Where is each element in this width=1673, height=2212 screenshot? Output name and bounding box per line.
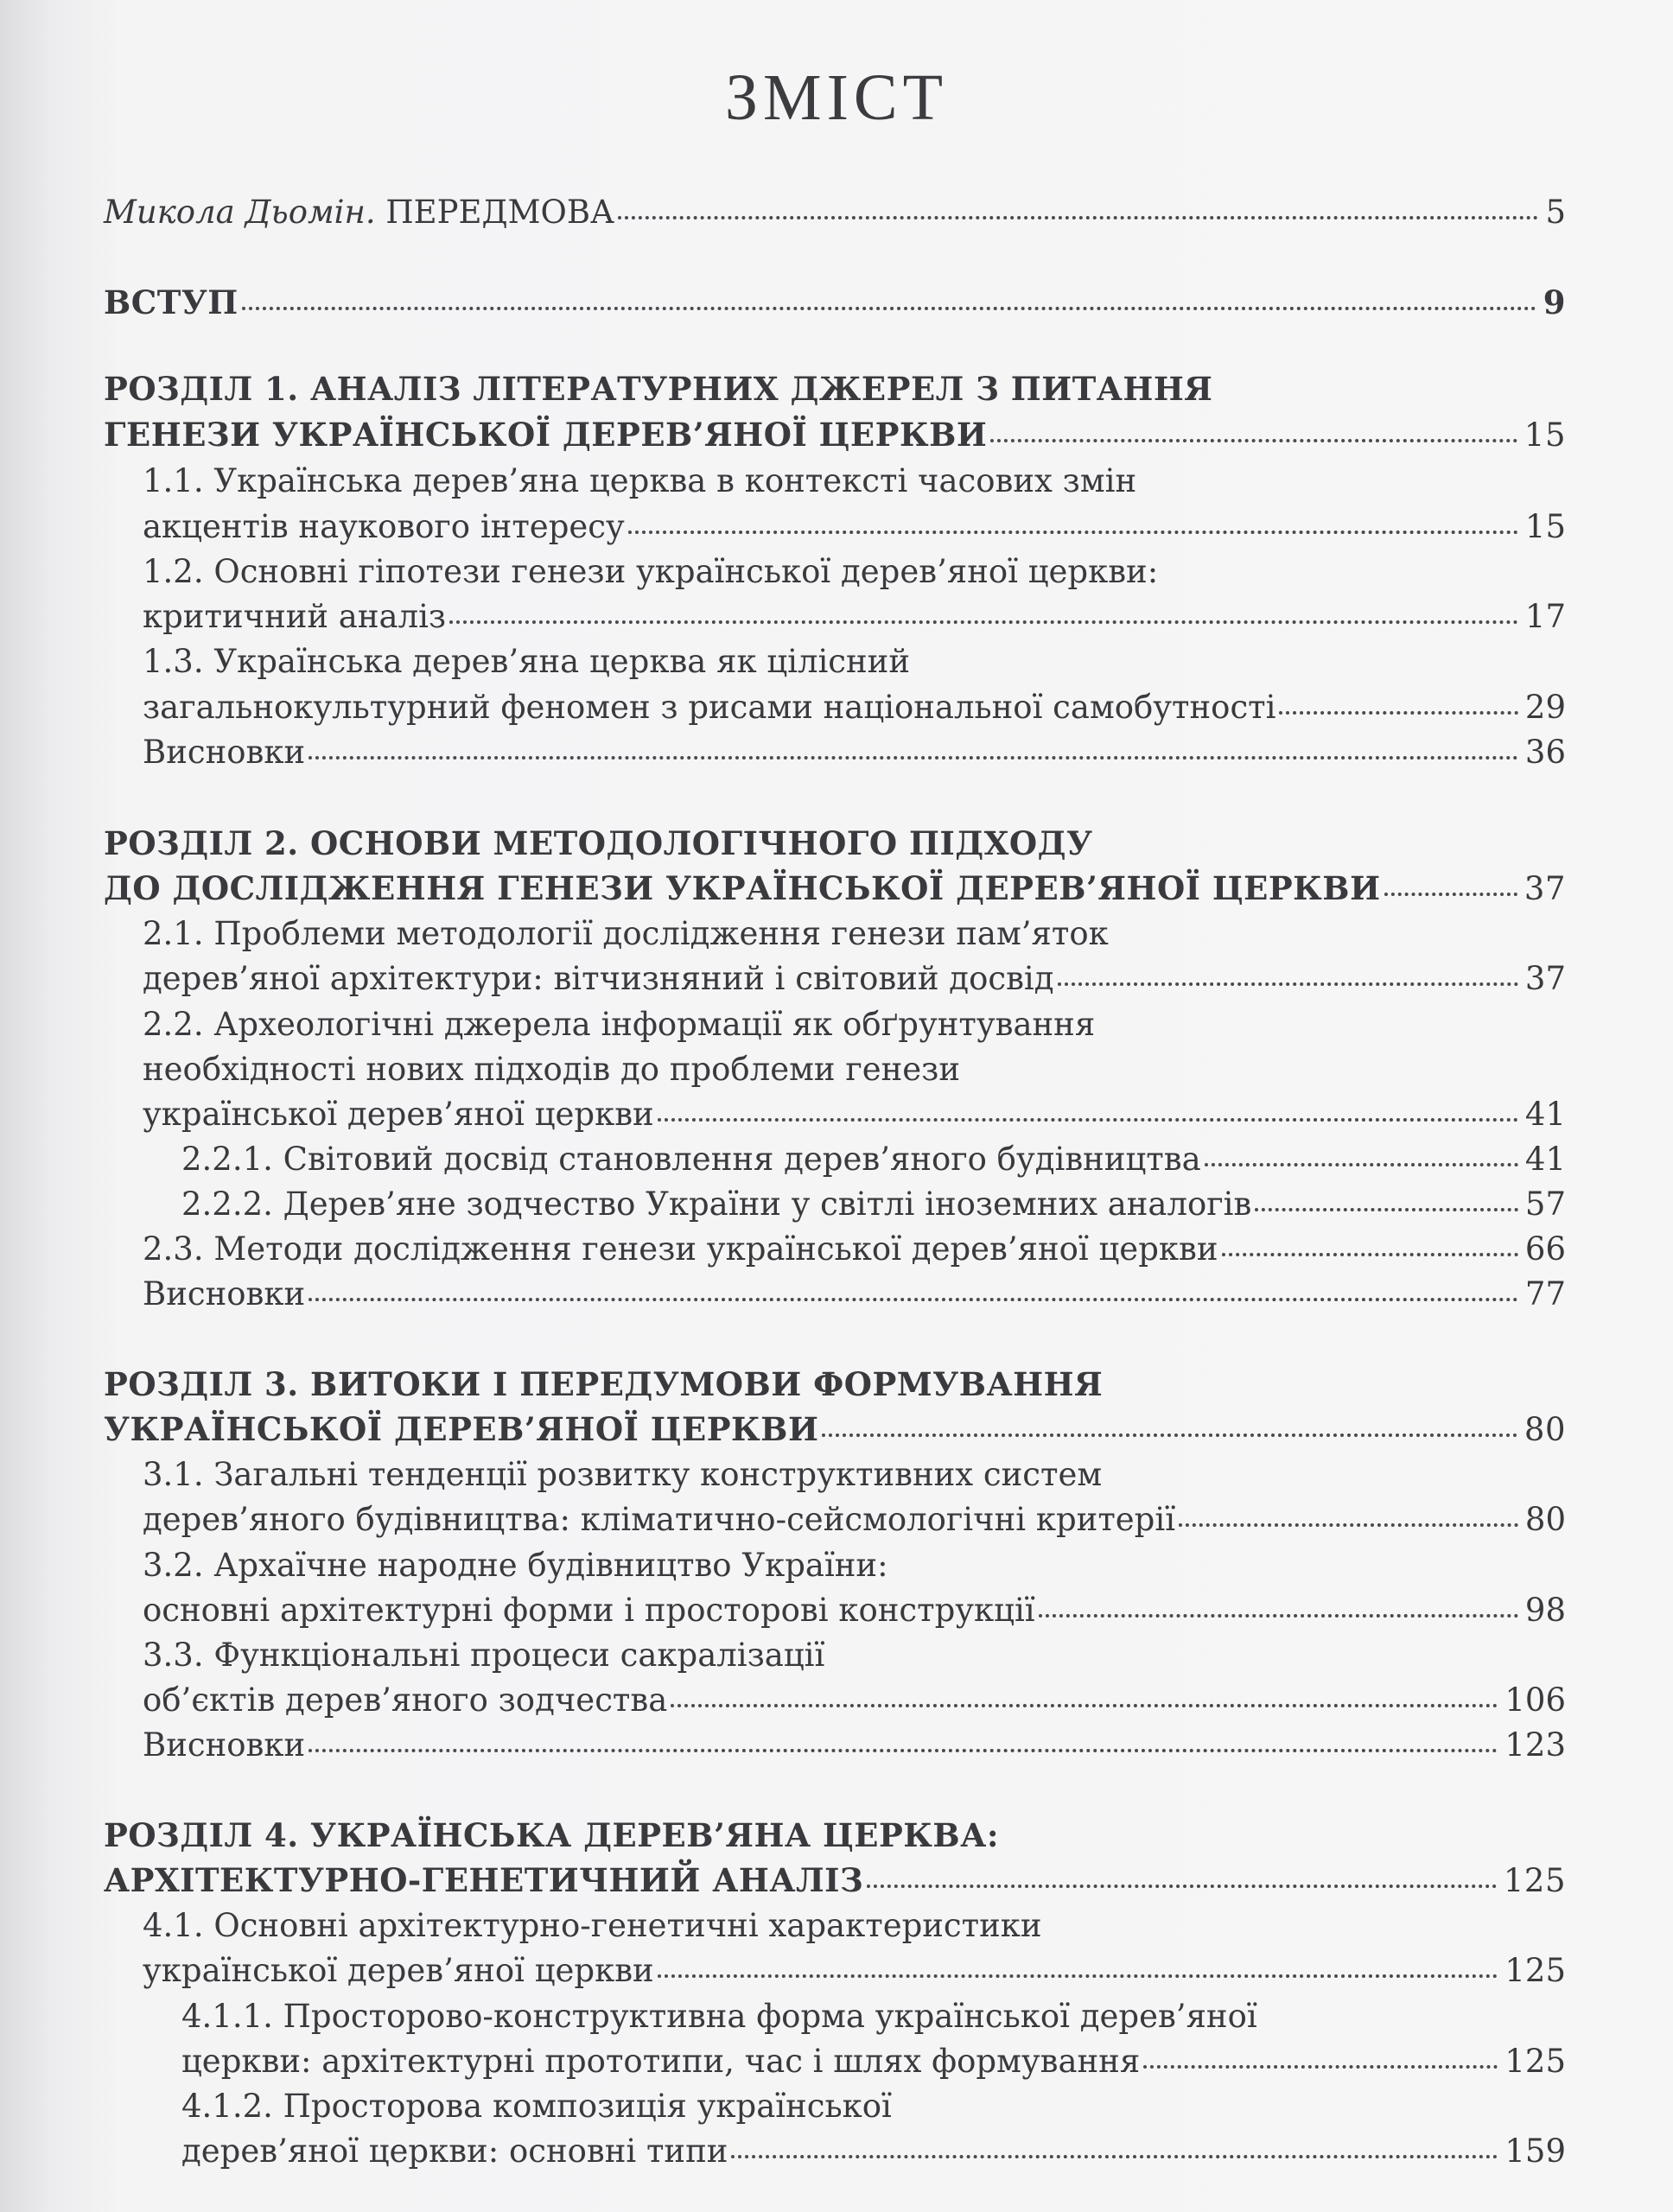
- dot-leader: [990, 435, 1517, 442]
- page-number: 125: [1503, 1862, 1566, 1899]
- page-number: 80: [1524, 1501, 1566, 1538]
- page-number: 37: [1524, 960, 1566, 997]
- toc-entry-chapter-3[interactable]: [104, 1407, 1566, 1452]
- page-number: 5: [1545, 194, 1566, 231]
- entry-title: української дерев’яної церкви: [143, 1096, 654, 1133]
- section-1-2-line1[interactable]: 1.2. Основні гіпотези генези української дерев’яної церкви:: [143, 553, 1159, 590]
- section-1-1-line1[interactable]: 1.1. Українська дерев’яна церква в контексті часових змін: [143, 462, 1137, 499]
- dot-leader: [1179, 1520, 1518, 1527]
- page-number: 66: [1524, 1230, 1566, 1268]
- dot-leader: [309, 1745, 1498, 1752]
- toc-entry-conclusions-2[interactable]: [104, 1272, 1566, 1317]
- toc-entry-section-4-1-2[interactable]: [104, 2129, 1566, 2174]
- toc-entry-section-3-1[interactable]: [104, 1497, 1566, 1542]
- dot-leader: [309, 1294, 1518, 1301]
- entry-title: основні архітектурні форми і просторові конструкції: [143, 1592, 1035, 1629]
- dot-leader: [731, 2152, 1498, 2158]
- entry-title: дерев’яної архітектури: вітчизняний і світовий досвід: [143, 960, 1054, 997]
- dot-leader: [1279, 708, 1517, 715]
- section-3-1-line1[interactable]: 3.1. Загальні тенденції розвитку конструктивних систем: [143, 1456, 1103, 1493]
- entry-title: ГЕНЕЗИ УКРАЇНСЬКОЇ ДЕРЕВ’ЯНОЇ ЦЕРКВИ: [104, 416, 988, 454]
- page-number: 106: [1504, 1681, 1566, 1719]
- dot-leader: [1222, 1249, 1518, 1256]
- dot-leader: [658, 1115, 1518, 1122]
- dot-leader: [449, 617, 1518, 624]
- toc-entry-section-2-2-2[interactable]: [104, 1182, 1566, 1227]
- entry-title: дерев’яної церкви: основні типи: [181, 2133, 728, 2170]
- dot-leader: [1058, 979, 1518, 986]
- toc-entry-section-4-1[interactable]: [104, 1948, 1566, 1993]
- page-number: 29: [1524, 689, 1566, 726]
- dot-leader: [822, 1430, 1517, 1437]
- page-number: 80: [1524, 1411, 1566, 1448]
- entry-title: 2.2.1. Світовий досвід становлення дерев’яного будівництва: [181, 1141, 1201, 1178]
- dot-leader: [1384, 889, 1517, 896]
- page-number: 41: [1524, 1141, 1566, 1178]
- page-number: 57: [1524, 1185, 1566, 1223]
- entry-title: 2.2.2. Дерев’яне зодчество України у світлі іноземних аналогів: [181, 1185, 1252, 1223]
- chapter-4-title-line1[interactable]: РОЗДІЛ 4. УКРАЇНСЬКА ДЕРЕВ’ЯНА ЦЕРКВА:: [104, 1816, 999, 1854]
- dot-leader: [1205, 1160, 1518, 1166]
- page-number: 17: [1524, 598, 1566, 635]
- author-name: Микола Дьомін.: [104, 194, 376, 231]
- entry-title: ДО ДОСЛІДЖЕННЯ ГЕНЕЗИ УКРАЇНСЬКОЇ ДЕРЕВ’ЯНОЇ ЦЕРКВИ: [104, 869, 1381, 907]
- section-4-1-1-line1[interactable]: 4.1.1. Просторово-конструктивна форма української дерев’яної: [181, 1998, 1257, 2035]
- entry-title: Висновки: [143, 734, 306, 771]
- entry-title: ПЕРЕДМОВА: [375, 194, 615, 231]
- toc-entry-section-2-1[interactable]: [104, 957, 1566, 1001]
- chapter-2-title-line1[interactable]: РОЗДІЛ 2. ОСНОВИ МЕТОДОЛОГІЧНОГО ПІДХОДУ: [104, 824, 1093, 862]
- section-4-1-line1[interactable]: 4.1. Основні архітектурно-генетичні характеристики: [143, 1907, 1042, 1944]
- dot-leader: [867, 1881, 1497, 1888]
- entry-title: 2.3. Методи дослідження генези української дерев’яної церкви: [143, 1230, 1218, 1268]
- section-2-2-line1[interactable]: 2.2. Археологічні джерела інформації як обґрунтування: [143, 1006, 1096, 1043]
- toc-entry-section-2-2[interactable]: [104, 1092, 1566, 1137]
- dot-leader: [618, 213, 1538, 219]
- toc-entry-section-2-3[interactable]: [104, 1227, 1566, 1272]
- entry-title: Висновки: [143, 1726, 306, 1764]
- toc-entry-conclusions-1[interactable]: [104, 730, 1566, 775]
- toc-entry-foreword[interactable]: [104, 190, 1566, 235]
- dot-leader: [658, 1971, 1498, 1978]
- toc-entry-section-4-1-1[interactable]: [104, 2039, 1566, 2084]
- page-number: 125: [1504, 2043, 1566, 2080]
- page-number: 77: [1524, 1275, 1566, 1313]
- section-4-1-2-line1[interactable]: 4.1.2. Просторова композиція української: [181, 2088, 892, 2125]
- page-number: 159: [1504, 2133, 1566, 2170]
- dot-leader: [1039, 1611, 1518, 1618]
- toc-entry-chapter-1[interactable]: [104, 412, 1566, 457]
- entry-title: Висновки: [143, 1275, 306, 1313]
- page-number: 41: [1524, 1096, 1566, 1133]
- page-number: 9: [1543, 283, 1566, 321]
- page-number: 123: [1504, 1726, 1566, 1764]
- toc-entry-chapter-4[interactable]: [104, 1858, 1566, 1903]
- page-number: 15: [1524, 416, 1566, 454]
- entry-title: української дерев’яної церкви: [143, 1952, 654, 1989]
- toc-entry-section-3-2[interactable]: [104, 1588, 1566, 1633]
- dot-leader: [1255, 1205, 1518, 1211]
- page-number: 98: [1524, 1592, 1566, 1629]
- page-number: 15: [1524, 508, 1566, 545]
- dot-leader: [671, 1700, 1498, 1707]
- chapter-3-title-line1[interactable]: РОЗДІЛ 3. ВИТОКИ І ПЕРЕДУМОВИ ФОРМУВАННЯ: [104, 1365, 1104, 1403]
- entry-title: АРХІТЕКТУРНО-ГЕНЕТИЧНИЙ АНАЛІЗ: [104, 1861, 864, 1899]
- toc-entry-chapter-2[interactable]: [104, 866, 1566, 911]
- entry-title: ВСТУП: [104, 283, 239, 321]
- toc-entry-introduction[interactable]: [104, 280, 1566, 325]
- toc-entry-section-1-1[interactable]: [104, 505, 1566, 550]
- entry-title: акцентів наукового інтересу: [143, 508, 625, 545]
- toc-entry-conclusions-3[interactable]: [104, 1723, 1566, 1768]
- entry-title: УКРАЇНСЬКОЇ ДЕРЕВ’ЯНОЇ ЦЕРКВИ: [104, 1410, 819, 1448]
- dot-leader: [309, 753, 1518, 760]
- section-3-2-line1[interactable]: 3.2. Архаїчне народне будівництво України:: [143, 1547, 888, 1584]
- page-number: 36: [1524, 734, 1566, 771]
- toc-entry-section-2-2-1[interactable]: [104, 1137, 1566, 1182]
- entry-title: дерев’яного будівництва: кліматично-сейсмологічні критерії: [143, 1501, 1176, 1538]
- section-2-2-line2[interactable]: необхідності нових підходів до проблеми генези: [143, 1051, 960, 1088]
- toc-entry-section-3-3[interactable]: [104, 1678, 1566, 1723]
- chapter-1-title-line1[interactable]: РОЗДІЛ 1. АНАЛІЗ ЛІТЕРАТУРНИХ ДЖЕРЕЛ З ПИТАННЯ: [104, 370, 1213, 408]
- section-2-1-line1[interactable]: 2.1. Проблеми методології дослідження генези пам’яток: [143, 915, 1109, 952]
- section-3-3-line1[interactable]: 3.3. Функціональні процеси сакралізації: [143, 1637, 825, 1674]
- dot-leader: [242, 303, 1536, 310]
- section-1-3-line1[interactable]: 1.3. Українська дерев’яна церква як цілісний: [143, 643, 910, 680]
- page-number: 125: [1504, 1952, 1566, 1989]
- toc-entry-section-1-2[interactable]: [104, 594, 1566, 639]
- entry-title: загальнокультурний феномен з рисами національної самобутності: [143, 689, 1276, 726]
- entry-title: критичний аналіз: [143, 598, 447, 635]
- dot-leader: [628, 527, 1518, 534]
- dot-leader: [1143, 2062, 1498, 2069]
- toc-entry-section-1-3[interactable]: [104, 685, 1566, 730]
- entry-title: церкви: архітектурні прототипи, час і шлях формування: [181, 2043, 1141, 2080]
- page-number: 37: [1524, 870, 1566, 907]
- entry-title: об’єктів дерев’яного зодчества: [143, 1681, 668, 1719]
- page-title: ЗМІСТ: [724, 61, 949, 134]
